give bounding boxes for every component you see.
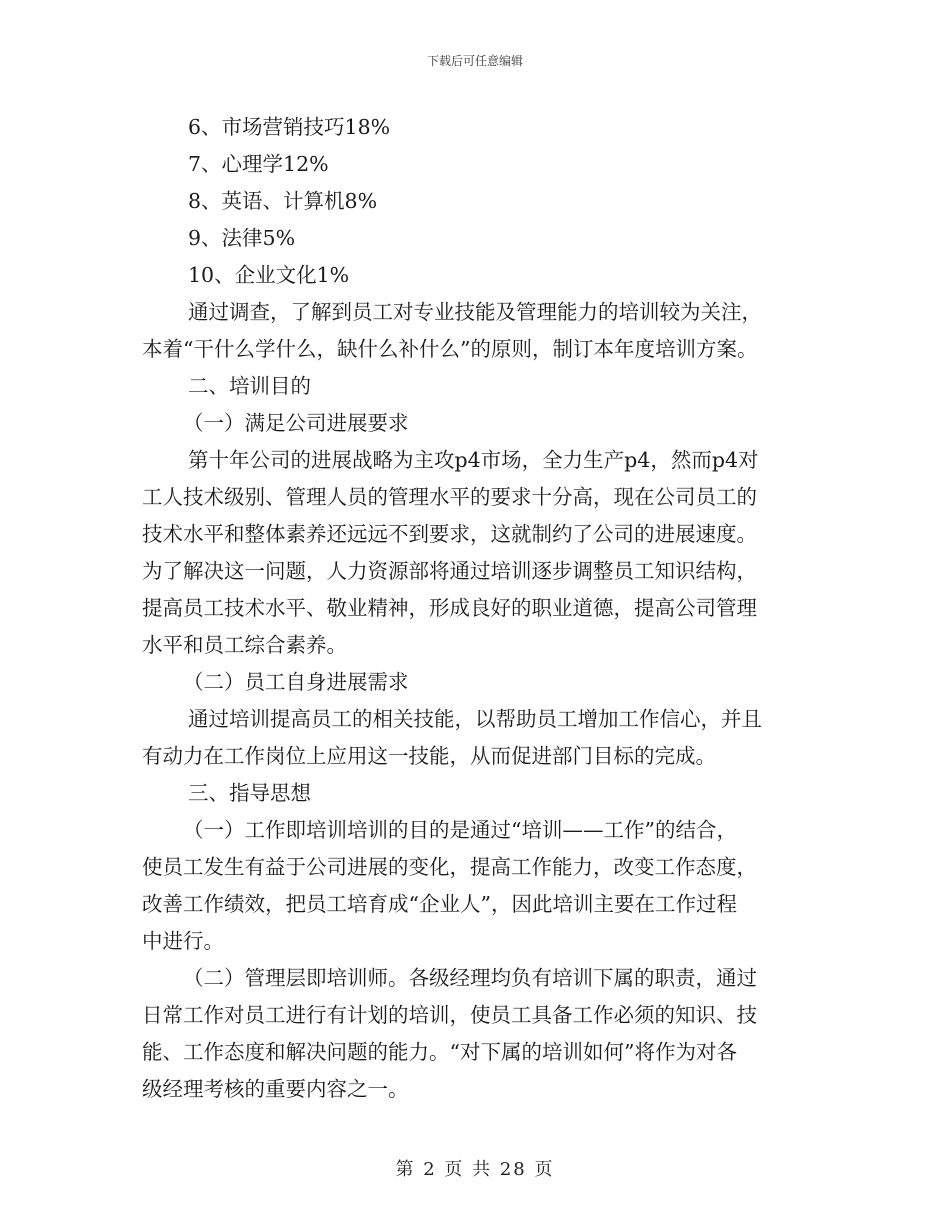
paragraph-line: （二）管理层即培训师。各级经理均负有培训下属的职责，通过 bbox=[183, 966, 757, 990]
list-item: 10、企业文化1% bbox=[188, 263, 350, 287]
paragraph-line: 本着“干什么学什么，缺什么补什么”的原则，制订本年度培训方案。 bbox=[142, 337, 758, 361]
paragraph-line: 有动力在工作岗位上应用这一技能，从而促进部门目标的完成。 bbox=[142, 744, 716, 768]
section-heading: 三、指导思想 bbox=[188, 781, 311, 805]
subsection-heading: （一）满足公司进展要求 bbox=[183, 411, 409, 435]
paragraph-line: 技术水平和整体素养还远远不到要求，这就制约了公司的进展速度。 bbox=[142, 522, 757, 546]
list-item: 9、法律5% bbox=[188, 226, 296, 250]
paragraph-line: 能、工作态度和解决问题的能力。“对下属的培训如何”将作为对各 bbox=[142, 1040, 737, 1064]
paragraph-line: 使员工发生有益于公司进展的变化，提高工作能力，改变工作态度， bbox=[142, 855, 757, 879]
section-heading: 二、培训目的 bbox=[188, 374, 311, 398]
subsection-heading: （二）员工自身进展需求 bbox=[183, 670, 409, 694]
paragraph-line: 通过培训提高员工的相关技能，以帮助员工增加工作信心，并且 bbox=[188, 707, 762, 731]
page-footer: 第 2 页 共 28 页 bbox=[395, 1159, 555, 1180]
paragraph-line: 级经理考核的重要内容之一。 bbox=[142, 1077, 409, 1101]
list-item: 6、市场营销技巧18% bbox=[188, 115, 391, 139]
paragraph-line: 第十年公司的进展战略为主攻p4市场，全力生产p4，然而p4对 bbox=[188, 448, 759, 472]
page-header: 下载后可任意编辑 bbox=[426, 54, 523, 68]
paragraph-line: 水平和员工综合素养。 bbox=[142, 633, 347, 657]
list-item: 8、英语、计算机8% bbox=[188, 189, 378, 213]
list-item: 7、心理学12% bbox=[188, 152, 329, 176]
paragraph-line: 通过调查，了解到员工对专业技能及管理能力的培训较为关注， bbox=[188, 300, 762, 324]
paragraph-line: 为了解决这一问题，人力资源部将通过培训逐步调整员工知识结构， bbox=[142, 559, 757, 583]
paragraph-line: 中进行。 bbox=[142, 929, 224, 953]
paragraph-line: （一）工作即培训培训的目的是通过“培训——工作”的结合， bbox=[183, 818, 737, 842]
paragraph-line: 改善工作绩效，把员工培育成“企业人”，因此培训主要在工作过程 bbox=[142, 892, 737, 916]
paragraph-line: 工人技术级别、管理人员的管理水平的要求十分高，现在公司员工的 bbox=[142, 485, 757, 509]
paragraph-line: 日常工作对员工进行有计划的培训，使员工具备工作必须的知识、技 bbox=[142, 1003, 757, 1027]
paragraph-line: 提高员工技术水平、敬业精神，形成良好的职业道德，提高公司管理 bbox=[142, 596, 757, 620]
